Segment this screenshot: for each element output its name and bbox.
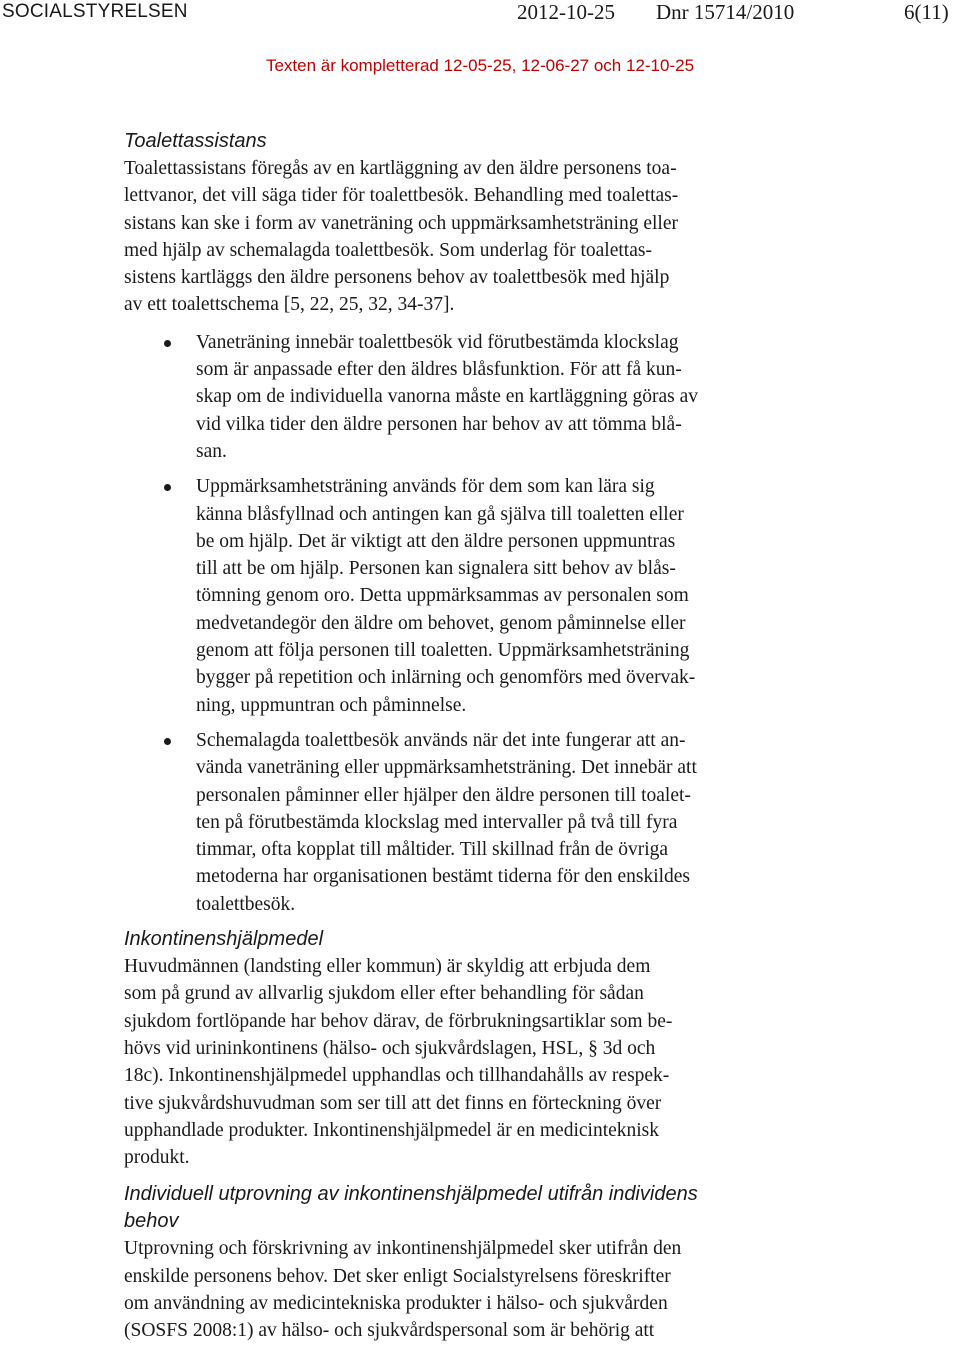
text-line: som är anpassade efter den äldres blåsfunktion. För att få kun-	[196, 359, 682, 381]
text-line: genom att följa personen till toaletten. Uppmärksamhetsträning	[196, 640, 690, 662]
text-line: timmar, ofta kopplat till måltider. Till skillnad från de övriga	[196, 839, 669, 861]
list-item-schemalagda	[124, 727, 814, 918]
text-line: lettvanor, det vill säga tider för toalettbesök. Behandling med toalettas-	[124, 185, 679, 207]
document-number: Dnr 15714/2010	[656, 0, 795, 24]
text-line: om användning av medicintekniska produkter i hälso- och sjukvården	[124, 1292, 668, 1314]
text-line: vända vaneträning eller uppmärksamhetsträning. Det innebär att	[196, 757, 697, 779]
list-item-uppmarksamhetstraning	[124, 473, 814, 719]
text-line: sistens kartläggs den äldre personens behov av toalettbesök med hjälp	[124, 267, 670, 289]
text-line: Schemalagda toalettbesök används när det inte fungerar att an-	[196, 729, 686, 751]
method-list	[124, 329, 814, 918]
text-line: känna blåsfyllnad och antingen kan gå själva till toaletten eller	[196, 503, 684, 525]
text-line: bygger på repetition och inlärning och genomförs med övervak-	[196, 667, 696, 689]
text-line: sistans kan ske i form av vaneträning och uppmärksamhetsträning eller	[124, 212, 678, 234]
bullet-icon	[164, 738, 171, 745]
text-line: Vaneträning innebär toalettbesök vid förutbestämda klockslag	[196, 331, 679, 353]
text-line: enskilde personens behov. Det sker enligt Socialstyrelsens föreskrifter	[124, 1265, 671, 1287]
text-line: produkt.	[124, 1147, 190, 1169]
section-heading-individuell-utprovning	[124, 1181, 814, 1235]
document-date: 2012-10-25	[517, 0, 615, 24]
text-line: av ett toalettschema [5, 22, 25, 32, 34-37].	[124, 294, 455, 316]
section-heading-inkontinenshjalpmedel: Inkontinenshjälpmedel	[124, 928, 324, 951]
text-line: be om hjälp. Det är viktigt att den äldre personen uppmuntras	[196, 530, 676, 552]
text-line: Uppmärksamhetsträning används för dem som kan lära sig	[196, 476, 655, 498]
text-line: san.	[196, 440, 227, 462]
document-body	[124, 128, 814, 1345]
text-line: toalettbesök.	[196, 893, 296, 915]
text-line: som på grund av allvarlig sjukdom eller efter behandling för sådan	[124, 983, 644, 1005]
organization-name: SOCIALSTYRELSEN	[2, 1, 188, 22]
list-item-vanetraning	[124, 329, 814, 465]
text-line: medvetandegör den äldre om behovet, genom påminnelse eller	[196, 612, 686, 634]
text-line: tömning genom oro. Detta uppmärksammas av personalen som	[196, 585, 689, 607]
text-line: Toalettassistans föregås av en kartläggning av den äldre personens toa-	[124, 158, 677, 179]
bullet-icon	[164, 484, 171, 491]
paragraph-toalettassistans	[124, 155, 814, 319]
text-line: upphandlade produkter. Inkontinenshjälpmedel är en medicinteknisk	[124, 1119, 660, 1141]
text-line: till att be om hjälp. Personen kan signalera sitt behov av blås-	[196, 558, 676, 580]
text-line: Utprovning och förskrivning av inkontinenshjälpmedel sker utifrån den	[124, 1238, 682, 1260]
text-line: personalen påminner eller hjälper den äldre personen till toalet-	[196, 784, 691, 806]
text-line: skap om de individuella vanorna måste en kartläggning göras av	[196, 386, 698, 408]
text-line: Huvudmännen (landsting eller kommun) är skyldig att erbjuda dem	[124, 956, 651, 978]
text-line: ten på förutbestämda klockslag med intervaller på två till fyra	[196, 811, 678, 833]
text-line: vid vilka tider den äldre personen har behov av att tömma blå-	[196, 413, 682, 435]
paragraph-inkontinenshjalpmedel	[124, 953, 814, 1171]
heading-line: behov	[124, 1210, 179, 1233]
heading-line: Individuell utprovning av inkontinenshjälpmedel utifrån individens	[124, 1183, 698, 1206]
paragraph-individuell-utprovning	[124, 1235, 814, 1344]
text-line: 18c). Inkontinenshjälpmedel upphandlas och tillhandahålls av respek-	[124, 1065, 670, 1087]
text-line: (SOSFS 2008:1) av hälso- och sjukvårdspersonal som är behörig att	[124, 1320, 655, 1342]
text-line: metoderna har organisationen bestämt tiderna för den enskildes	[196, 866, 691, 888]
revision-note: Texten är kompletterad 12-05-25, 12-06-27 och 12-10-25	[265, 56, 695, 75]
text-line: hövs vid urininkontinens (hälso- och sjukvårdslagen, HSL, § 3d och	[124, 1037, 656, 1059]
text-line: ning, uppmuntran och påminnelse.	[196, 694, 467, 716]
page-number: 6(11)	[904, 0, 949, 24]
bullet-icon	[164, 340, 171, 347]
text-line: sjukdom fortlöpande har behov därav, de förbrukningsartiklar som be-	[124, 1010, 673, 1032]
page-header	[0, 0, 960, 30]
text-line: tive sjukvårdshuvudman som ser till att det finns en förteckning över	[124, 1092, 662, 1114]
text-line: med hjälp av schemalagda toalettbesök. Som underlag för toalettas-	[124, 239, 652, 261]
section-heading-toalettassistans: Toalettassistans	[124, 130, 267, 152]
